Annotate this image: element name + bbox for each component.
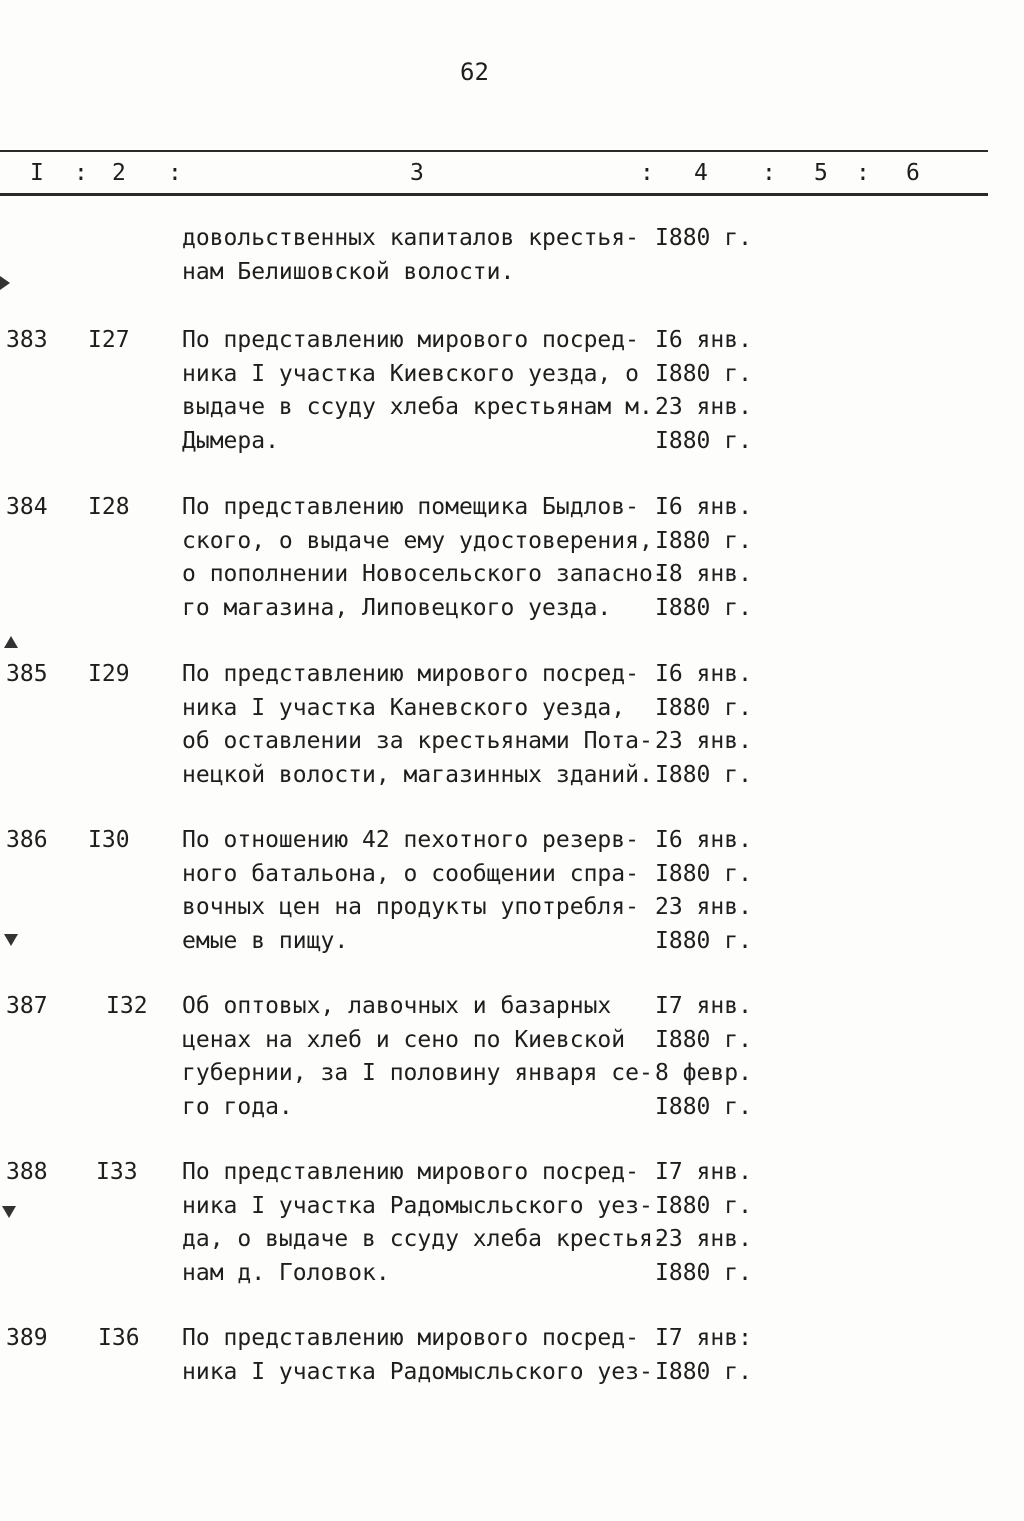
- date-line: I880 г.: [655, 761, 752, 788]
- date-line: I880 г.: [655, 927, 752, 954]
- row-code: I36: [98, 1325, 140, 1351]
- row-dates: [655, 222, 785, 256]
- margin-arrow-icon: [4, 934, 18, 946]
- description-line: об оставлении за крестьянами Пота-: [182, 728, 653, 754]
- date-line: 23 янв.: [655, 394, 752, 420]
- description-line: да, о выдаче в ссуду хлеба крестья-: [182, 1226, 667, 1252]
- row-number: 387: [6, 993, 48, 1019]
- description-line: По представлению мирового посред-: [182, 1325, 639, 1351]
- row-number: 386: [6, 827, 48, 853]
- description-line: ного батальона, о сообщении спра-: [182, 860, 639, 887]
- header-separator: :: [856, 160, 870, 186]
- header-col-2: 2: [112, 160, 126, 186]
- date-line: I880 г.: [655, 1358, 752, 1385]
- date-line: I7 янв:: [655, 1325, 752, 1351]
- row-description: [182, 1322, 662, 1389]
- header-col-4: 4: [694, 160, 708, 186]
- description-line: губернии, за I половину января се-: [182, 1060, 653, 1086]
- table-header-top-rule: [0, 150, 988, 152]
- description-line: По представлению мирового посред-: [182, 1159, 639, 1185]
- date-line: I6 янв.: [655, 827, 752, 853]
- row-number: 389: [6, 1325, 48, 1351]
- margin-arrow-icon: [0, 276, 10, 290]
- margin-arrow-icon: [2, 1206, 16, 1218]
- date-line: I6 янв.: [655, 494, 752, 520]
- description-line: По отношению 42 пехотного резерв-: [182, 827, 639, 853]
- description-line: довольственных капиталов крестья-: [182, 225, 639, 251]
- header-separator: :: [762, 160, 776, 186]
- description-line: емые в пищу.: [182, 927, 349, 954]
- date-line: I880 г.: [655, 1026, 752, 1053]
- description-line: Об оптовых, лавочных и базарных: [182, 993, 612, 1019]
- row-code: I27: [88, 327, 130, 353]
- date-line: I8 янв.: [655, 561, 752, 587]
- row-dates: [655, 1156, 785, 1290]
- row-description: [182, 1156, 667, 1290]
- date-line: I880 г.: [655, 1259, 752, 1286]
- row-description: [182, 222, 662, 289]
- date-line: I880 г.: [655, 1093, 752, 1120]
- description-line: ника I участка Каневского уезда,: [182, 694, 626, 721]
- description-line: го года.: [182, 1093, 293, 1120]
- description-line: По представлению мирового посред-: [182, 661, 639, 687]
- row-number: 388: [6, 1159, 48, 1185]
- description-line: нецкой волости, магазинных зданий.: [182, 761, 653, 788]
- description-line: ника I участка Радомысльского уез-: [182, 1358, 653, 1385]
- header-col-6: 6: [906, 160, 920, 186]
- row-dates: [655, 1322, 785, 1389]
- row-description: [182, 824, 662, 958]
- table-header-bottom-rule: [0, 193, 988, 196]
- date-line: I880 г.: [655, 1192, 752, 1219]
- header-separator: :: [640, 160, 654, 186]
- row-description: [182, 990, 662, 1124]
- date-line: 23 янв.: [655, 894, 752, 920]
- row-description: [182, 658, 662, 792]
- date-line: 23 янв.: [655, 1226, 752, 1252]
- date-line: I880 г.: [655, 225, 752, 251]
- header-col-1: I: [30, 160, 44, 186]
- row-number: 383: [6, 327, 48, 353]
- row-description: [182, 324, 662, 458]
- description-line: нам д. Головок.: [182, 1259, 390, 1286]
- date-line: 23 янв.: [655, 728, 752, 754]
- description-line: го магазина, Липовецкого уезда.: [182, 594, 612, 621]
- date-line: I7 янв.: [655, 1159, 752, 1185]
- date-line: I880 г.: [655, 860, 752, 887]
- row-dates: [655, 990, 785, 1124]
- header-col-5: 5: [814, 160, 828, 186]
- description-line: ценах на хлеб и сено по Киевской: [182, 1026, 626, 1053]
- row-dates: [655, 324, 785, 458]
- description-line: о пополнении Новосельского запасно-: [182, 561, 667, 587]
- row-code: I32: [106, 993, 148, 1019]
- row-description: [182, 491, 667, 625]
- date-line: I7 янв.: [655, 993, 752, 1019]
- row-number: 384: [6, 494, 48, 520]
- date-line: I880 г.: [655, 360, 752, 387]
- row-number: 385: [6, 661, 48, 687]
- description-line: выдаче в ссуду хлеба крестьянам м.: [182, 394, 653, 420]
- date-line: I880 г.: [655, 594, 752, 621]
- date-line: I6 янв.: [655, 327, 752, 353]
- header-separator: :: [168, 160, 182, 186]
- date-line: 8 февр.: [655, 1060, 752, 1086]
- description-line: По представлению мирового посред-: [182, 327, 639, 353]
- page-number: 62: [460, 58, 489, 86]
- header-separator: :: [74, 160, 88, 186]
- date-line: I880 г.: [655, 694, 752, 721]
- description-line: По представлению помещика Быдлов-: [182, 494, 639, 520]
- description-line: ника I участка Киевского уезда, о: [182, 360, 639, 387]
- row-dates: [655, 491, 785, 625]
- date-line: I880 г.: [655, 427, 752, 454]
- row-code: I33: [96, 1159, 138, 1185]
- date-line: I6 янв.: [655, 661, 752, 687]
- row-dates: [655, 824, 785, 958]
- row-dates: [655, 658, 785, 792]
- description-line: Дымера.: [182, 427, 279, 454]
- description-line: ника I участка Радомысльского уез-: [182, 1192, 653, 1219]
- row-code: I28: [88, 494, 130, 520]
- description-line: ского, о выдаче ему удостоверения,: [182, 527, 653, 554]
- date-line: I880 г.: [655, 527, 752, 554]
- header-col-3: 3: [410, 160, 424, 186]
- row-code: I30: [88, 827, 130, 853]
- margin-arrow-icon: [4, 636, 18, 648]
- description-line: вочных цен на продукты употребля-: [182, 894, 639, 920]
- row-code: I29: [88, 661, 130, 687]
- description-line: нам Белишовской волости.: [182, 258, 515, 285]
